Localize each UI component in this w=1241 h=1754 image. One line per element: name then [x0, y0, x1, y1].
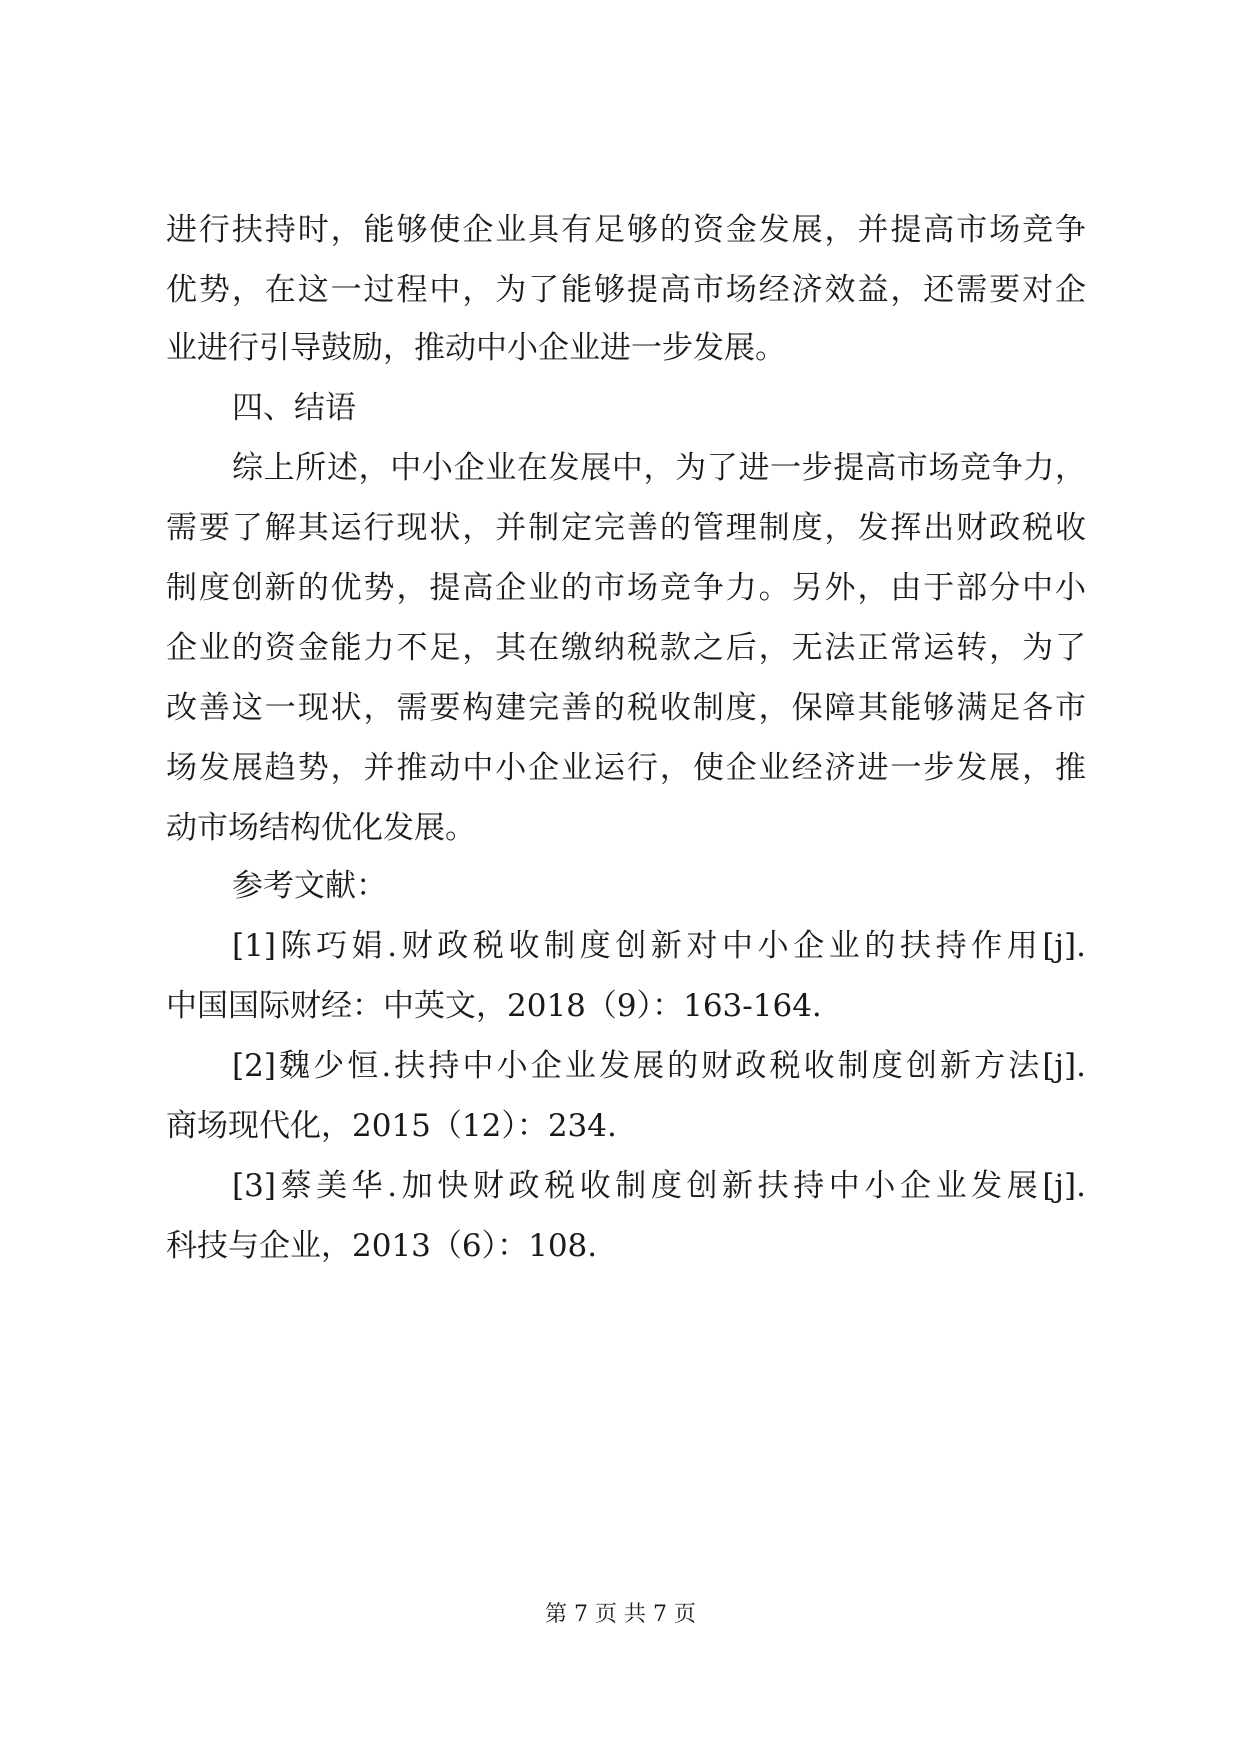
paragraph-line: 改善这一现状，需要构建完善的税收制度，保障其能够满足各市 — [166, 690, 1086, 726]
section-heading: 四、结语 — [232, 390, 356, 426]
reference-line: 商场现代化，2015（12）：234. — [166, 1108, 617, 1144]
reference-line: 科技与企业，2013（6）：108. — [166, 1228, 598, 1264]
paragraph-line: 业进行引导鼓励，推动中小企业进一步发展。 — [166, 330, 786, 366]
paragraph-line: 需要了解其运行现状，并制定完善的管理制度，发挥出财政税收 — [166, 510, 1086, 546]
paragraph-line: 场发展趋势，并推动中小企业运行，使企业经济进一步发展，推 — [166, 750, 1086, 786]
paragraph-line: 企业的资金能力不足，其在缴纳税款之后，无法正常运转，为了 — [166, 630, 1086, 666]
reference-line: 中国国际财经：中英文，2018（9）：163-164. — [166, 988, 822, 1024]
reference-line: [1]陈巧娟.财政税收制度创新对中小企业的扶持作用[j]. — [232, 928, 1086, 964]
page-number-footer: 第 7 页 共 7 页 — [545, 1602, 696, 1627]
reference-line: [3]蔡美华.加快财政税收制度创新扶持中小企业发展[j]. — [232, 1168, 1086, 1204]
paragraph-line: 动市场结构优化发展。 — [166, 810, 476, 846]
paragraph-line: 优势，在这一过程中，为了能够提高市场经济效益，还需要对企 — [166, 272, 1086, 308]
paragraph-line: 制度创新的优势，提高企业的市场竞争力。另外，由于部分中小 — [166, 570, 1086, 606]
reference-line: [2]魏少恒.扶持中小企业发展的财政税收制度创新方法[j]. — [232, 1048, 1086, 1084]
paragraph-line: 进行扶持时，能够使企业具有足够的资金发展，并提高市场竞争 — [166, 212, 1086, 248]
paragraph-line: 综上所述，中小企业在发展中，为了进一步提高市场竞争力， — [232, 450, 1086, 486]
references-heading: 参考文献： — [232, 868, 387, 904]
